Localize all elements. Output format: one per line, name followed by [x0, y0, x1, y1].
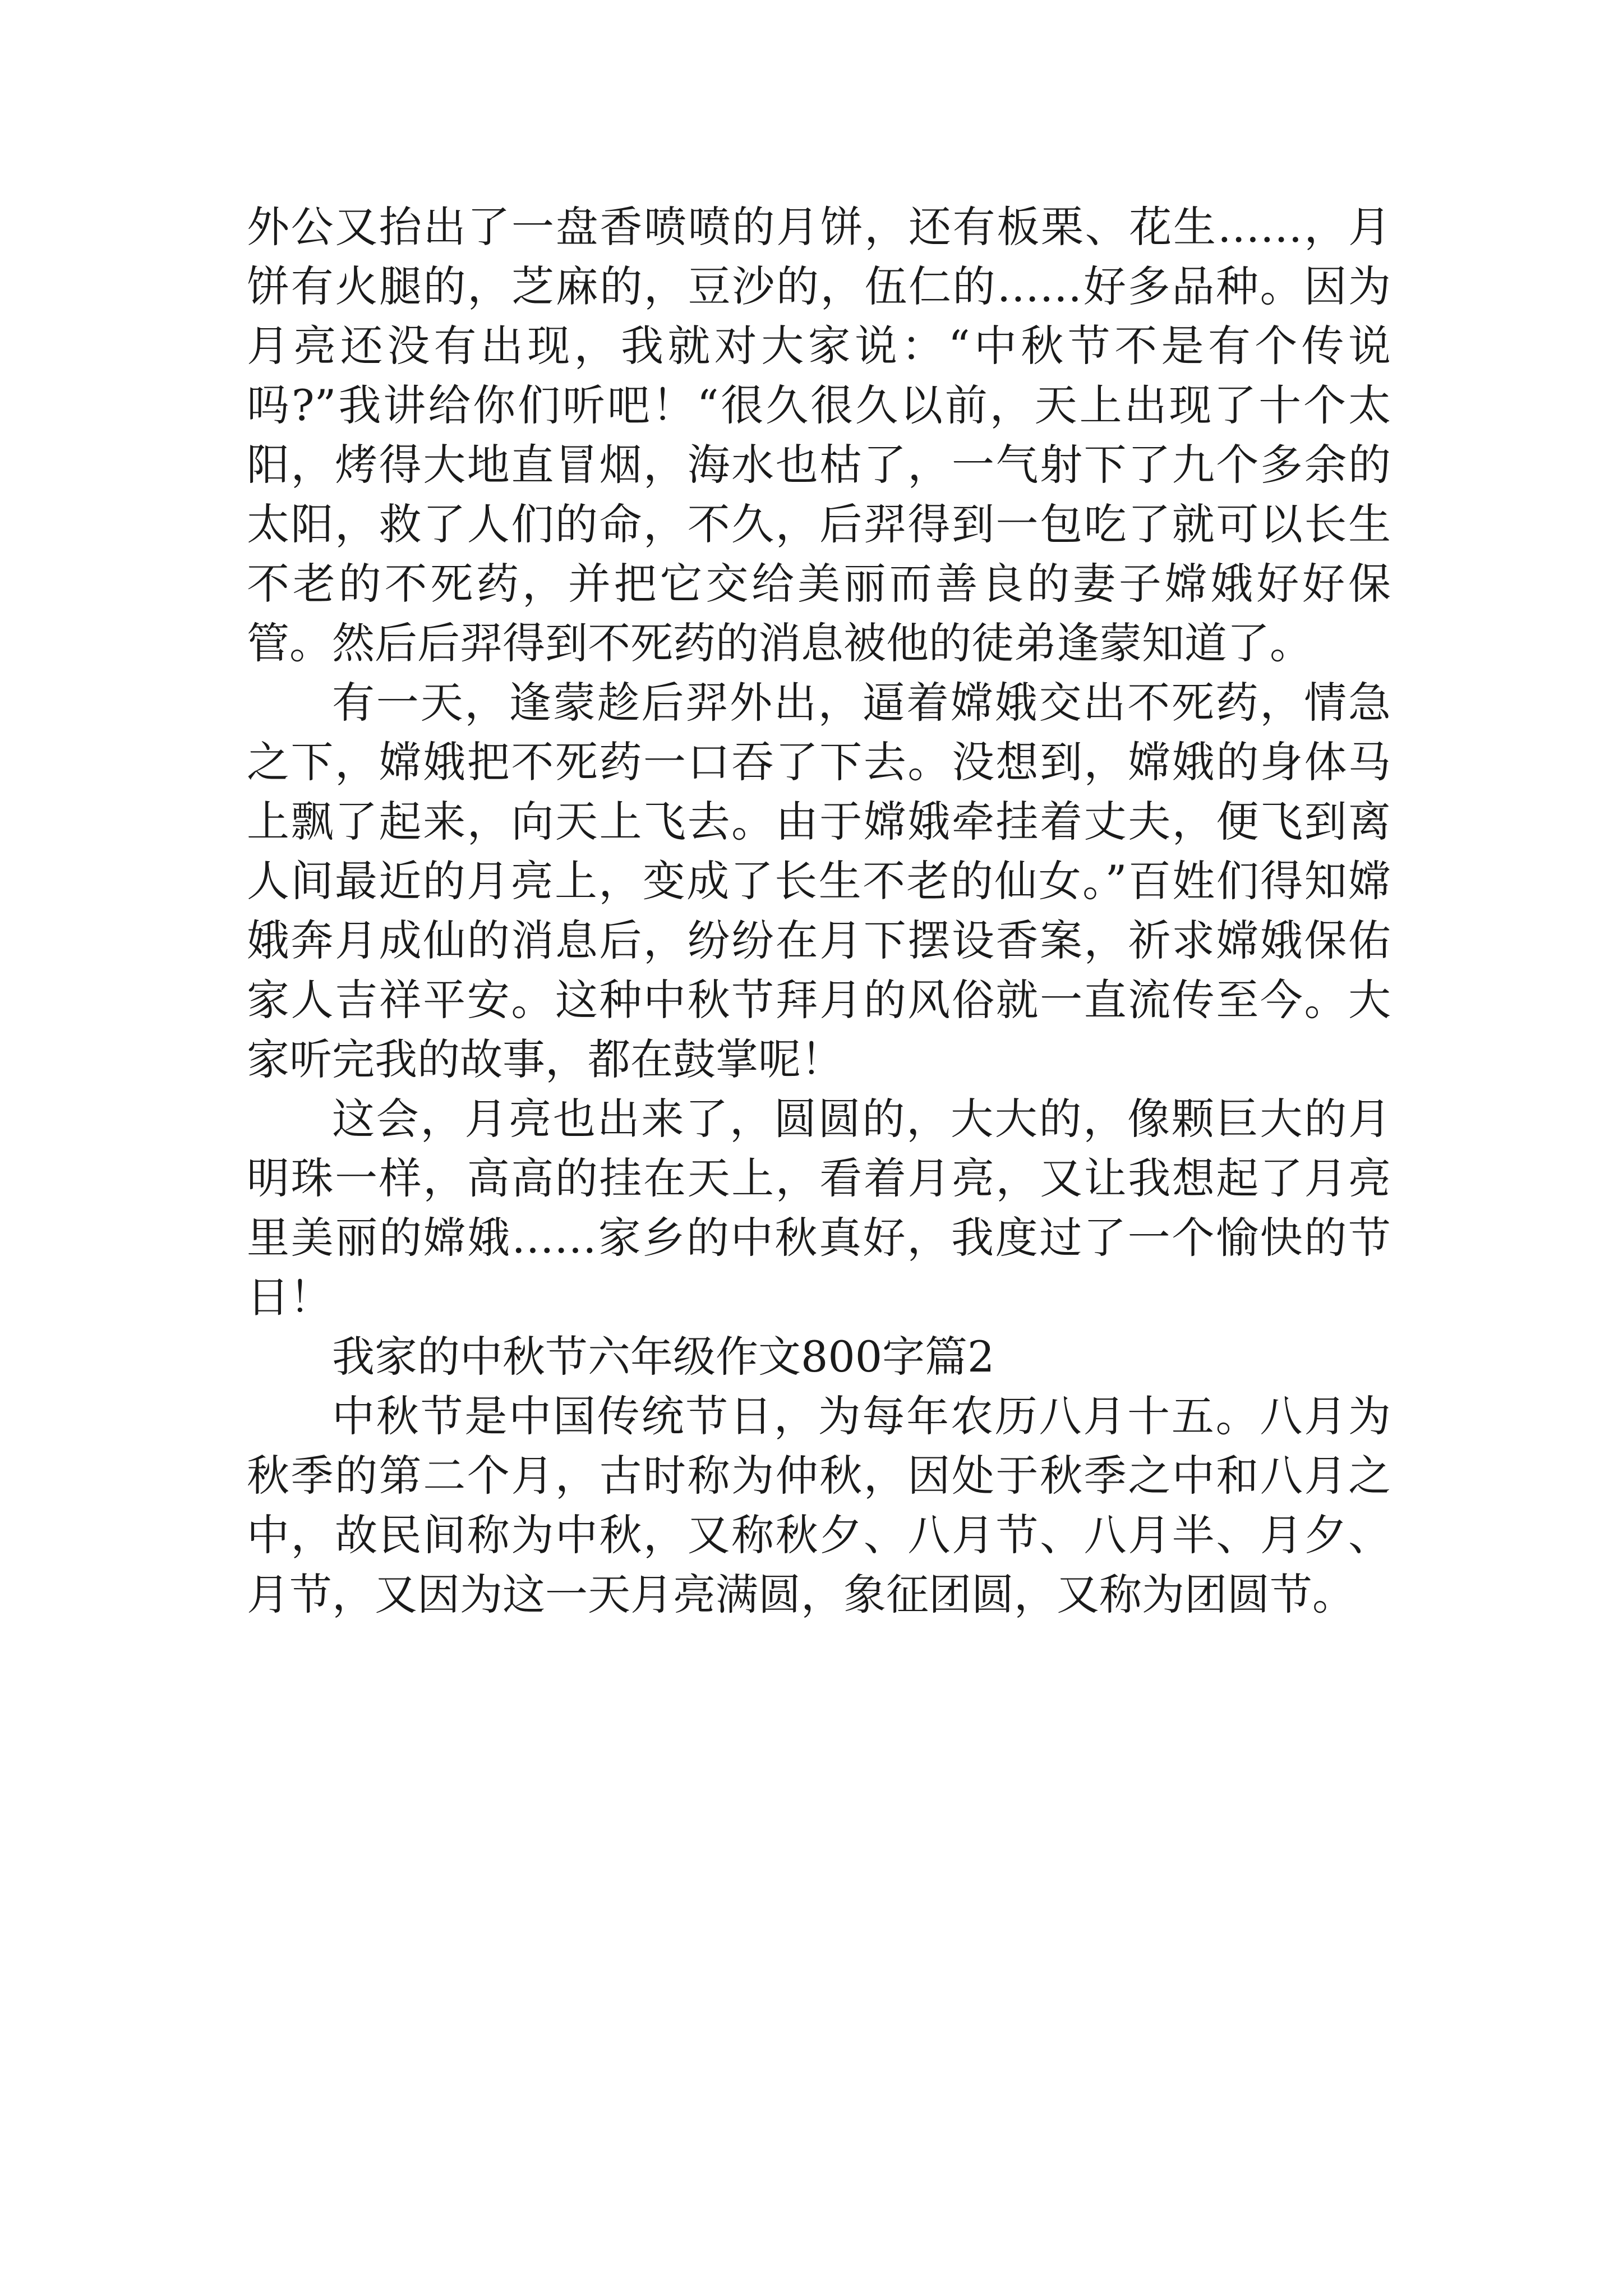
paragraph-festival-intro: 中秋节是中国传统节日，为每年农历八月十五。八月为秋季的第二个月，古时称为仲秋，因处于秋季之中和八月之中，故民间称为中秋，又称秋夕、八月节、八月半、月夕、月节，又因为这一天月亮满圆，象征团圆，又称为团圆节。 [247, 1391, 1391, 1619]
section-heading: 我家的中秋节六年级作文800字篇2 [332, 1332, 995, 1382]
paragraph-moon-rises: 这会，月亮也出来了，圆圆的，大大的，像颗巨大的月明珠一样，高高的挂在天上，看着月亮，又让我想起了月亮里美丽的嫦娥……家乡的中秋真好，我度过了一个愉快的节日！ [247, 1094, 1391, 1322]
paragraph-story-opening: 外公又抬出了一盘香喷喷的月饼，还有板栗、花生……，月饼有火腿的，芝麻的，豆沙的，伍仁的……好多品种。因为月亮还没有出现，我就对大家说：“中秋节不是有个传说吗?”我讲给你们听吧！“很久很久以前，天上出现了十个太阳，烤得大地直冒烟，海水也枯了，一气射下了九个多余的太阳，救了人们的命，不久，后羿得到一包吃了就可以长生不老的不死药，并把它交给美丽而善良的妻子嫦娥好好保管。然后后羿得到不死药的消息被他的徒弟逢蒙知道了。 [247, 202, 1391, 668]
article-body [247, 197, 1391, 1625]
paragraph-change-legend: 有一天，逢蒙趁后羿外出，逼着嫦娥交出不死药，情急之下，嫦娥把不死药一口吞了下去。没想到，嫦娥的身体马上飘了起来，向天上飞去。由于嫦娥牵挂着丈夫，便飞到离人间最近的月亮上，变成了长生不老的仙女。”百姓们得知嫦娥奔月成仙的消息后，纷纷在月下摆设香案，祈求嫦娥保佑家人吉祥平安。这种中秋节拜月的风俗就一直流传至今。大家听完我的故事，都在鼓掌呢！ [247, 678, 1391, 1084]
